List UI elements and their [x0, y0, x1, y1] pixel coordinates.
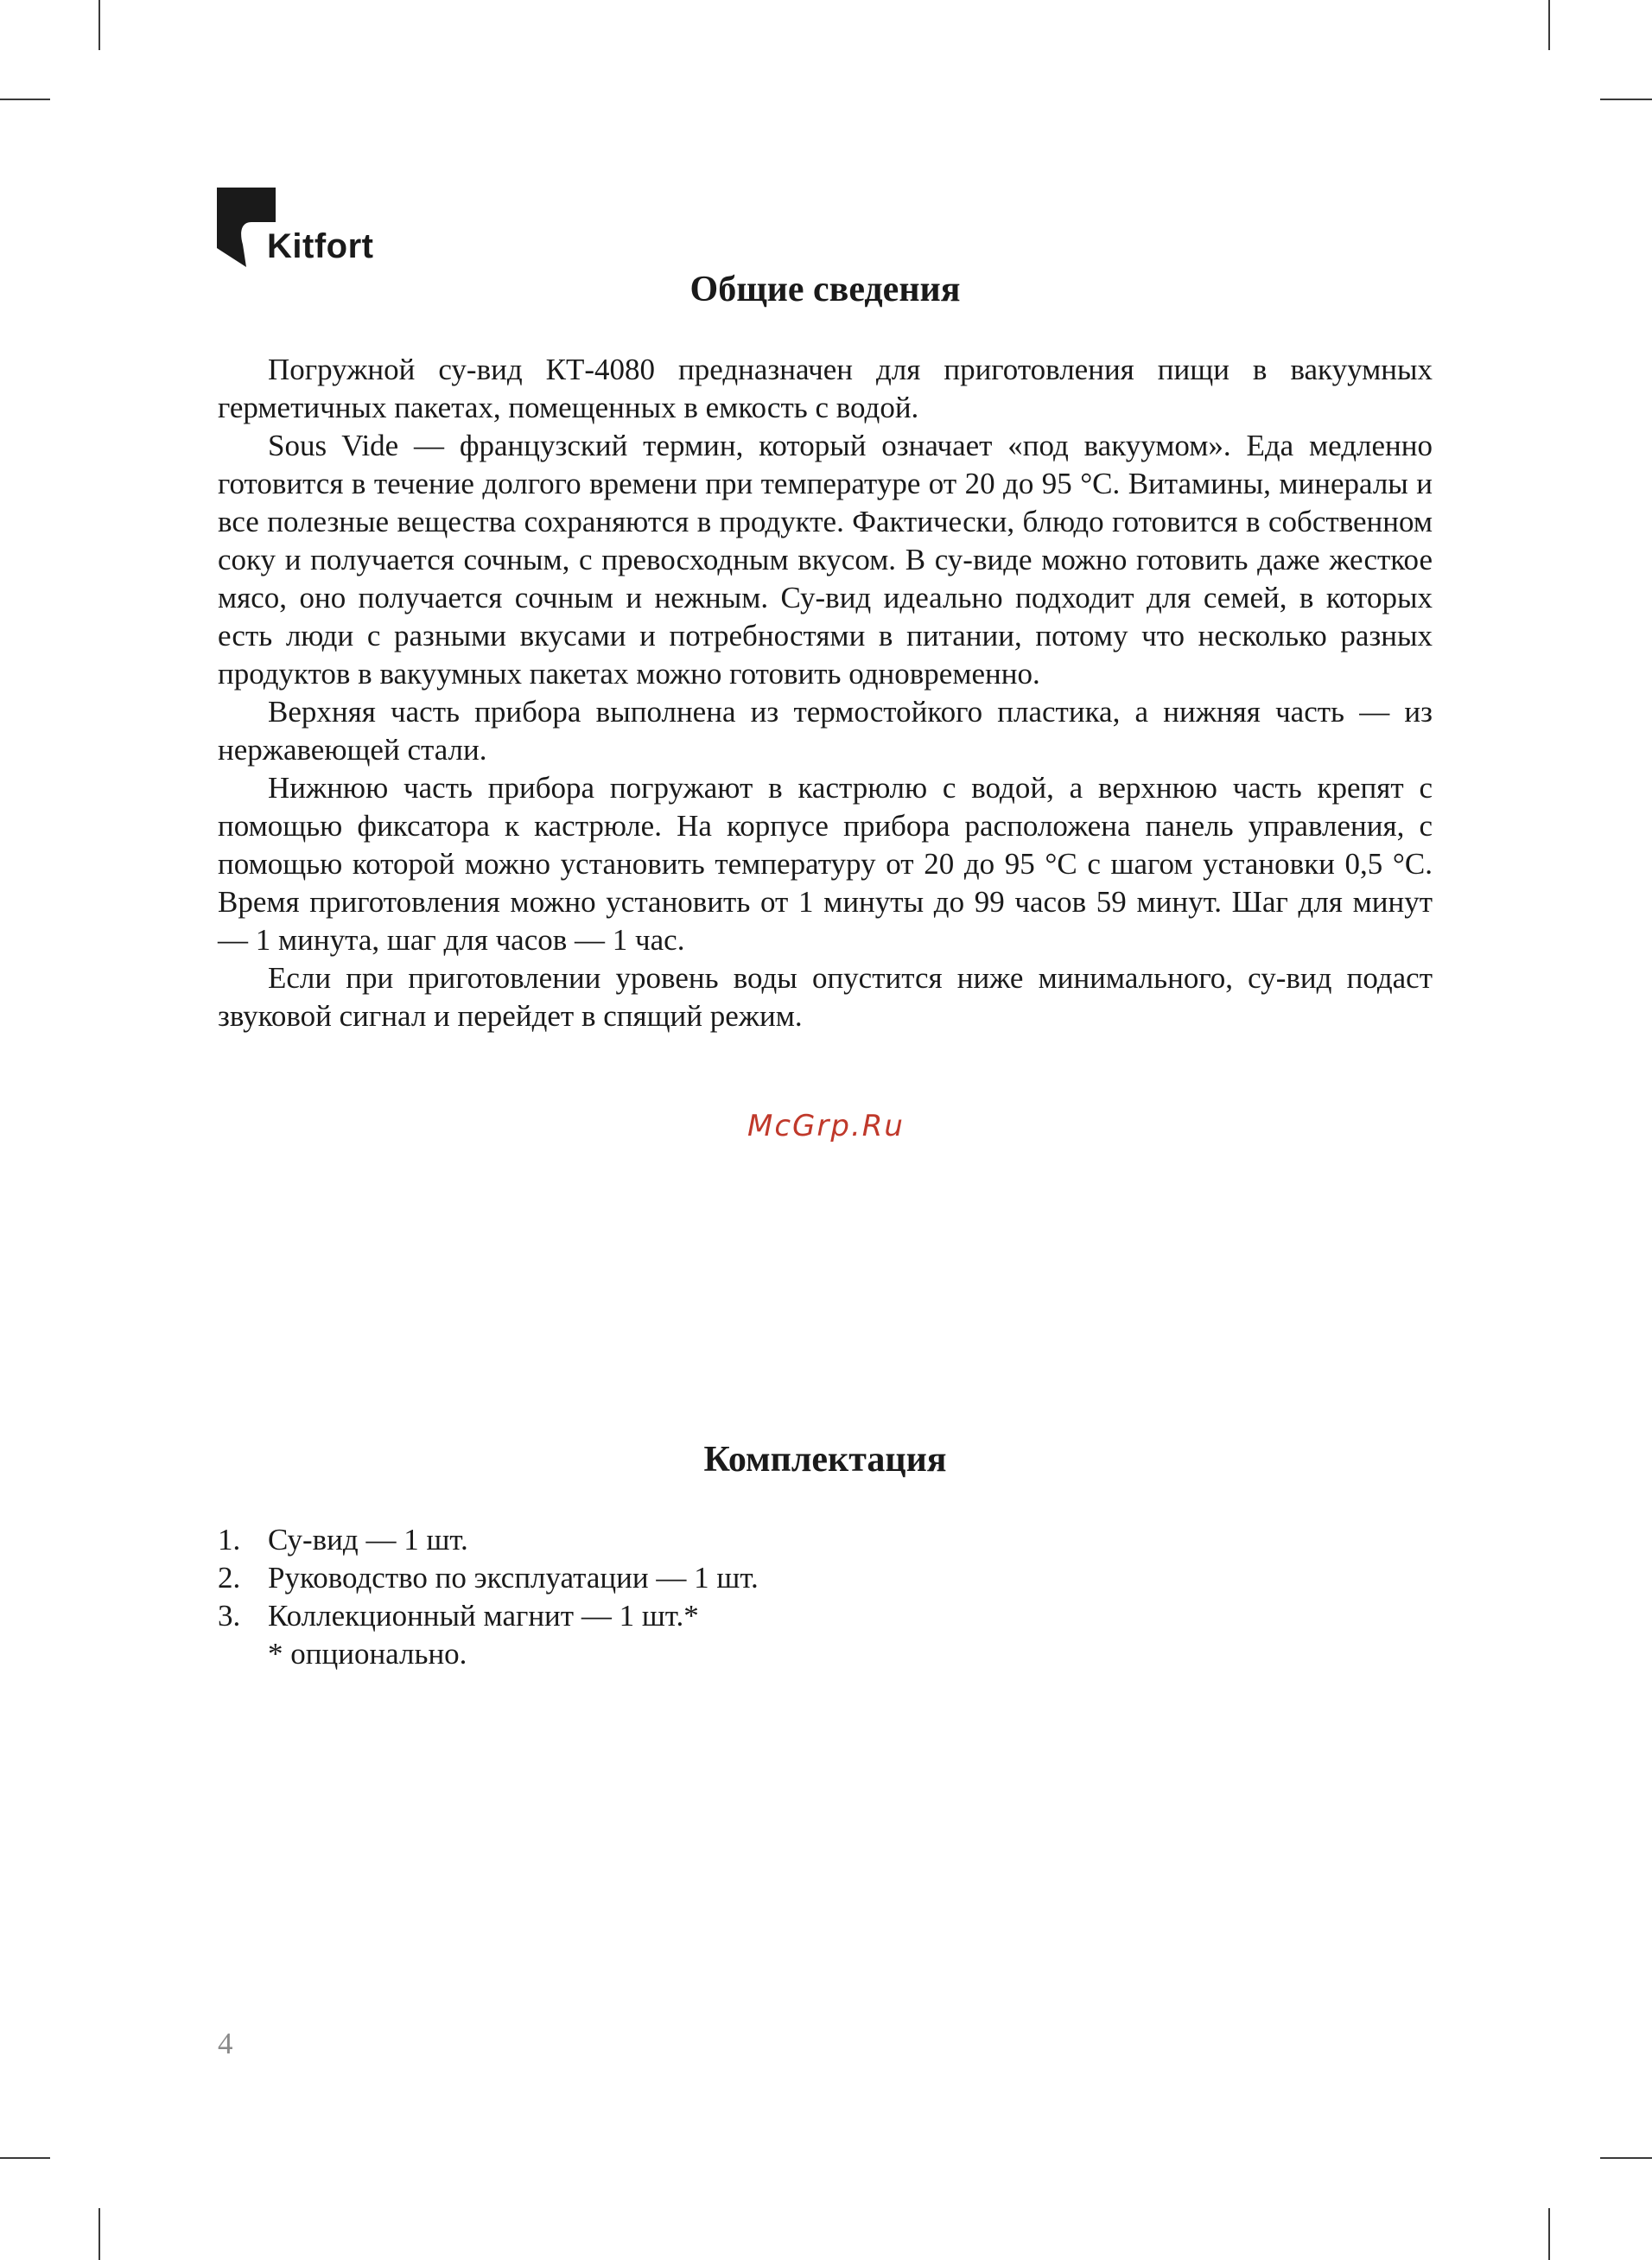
paragraph: Погружной су-вид КТ-4080 предназначен для приготовления пищи в вакуумных герметичных пакетах, помещенных в емкость с водой.	[218, 353, 1433, 424]
list-item-number: 2.	[218, 1561, 241, 1595]
section-general-body	[218, 351, 1433, 1035]
section-kit	[218, 1438, 1433, 1481]
crop-mark	[0, 2157, 50, 2159]
list-item-number: 3.	[218, 1599, 241, 1633]
list-item	[218, 1559, 1433, 1597]
list-item	[218, 1521, 1433, 1559]
footnote: * опционально.	[268, 1637, 467, 1671]
section-general	[218, 268, 1433, 311]
page-number: 4	[218, 2027, 233, 2060]
crop-mark	[1600, 2157, 1652, 2159]
paragraph: Верхняя часть прибора выполнена из термостойкого пластика, а нижняя часть — из нержавеющей стали.	[218, 695, 1433, 767]
section-title: Общие сведения	[689, 270, 961, 309]
crop-mark	[98, 2208, 100, 2260]
watermark: McGrp.Ru	[747, 1109, 905, 1143]
brand-name: Kitfort	[267, 227, 374, 265]
list-item-text: Коллекционный магнит — 1 шт.*	[268, 1599, 699, 1633]
paragraph: Если при приготовлении уровень воды опустится ниже минимального, су-вид подаст звуковой сигнал и перейдет в спящий режим.	[218, 961, 1433, 1033]
list-item-number: 1.	[218, 1523, 241, 1557]
section-title: Комплектация	[703, 1440, 947, 1480]
paragraph: Sous Vide — французский термин, который означает «под вакуумом». Еда медленно готовится в течение долгого времени при температуре от 20 до 95 °C. Витамины, минералы и все полезные вещества сохраняются в продукте. Фактически, блюдо готовится в собственном соку и получается сочным, с превосходным вкусом. В су-виде можно готовить даже жесткое мясо, оно получается сочным и нежным. Су-вид идеально подходит для семей, в которых есть люди с разными вкусами и потребностями в питании, потому что несколько разных продуктов в вакуумных пакетах можно готовить одновременно.	[218, 429, 1433, 691]
list-item-text: Руководство по эксплуатации — 1 шт.	[268, 1561, 759, 1595]
crop-mark	[1600, 99, 1652, 100]
brand-logo	[217, 188, 390, 274]
crop-mark	[0, 99, 50, 100]
list-item	[218, 1597, 1433, 1635]
crop-mark	[1548, 2208, 1550, 2260]
list-item-text: Су-вид — 1 шт.	[268, 1523, 468, 1557]
kit-list	[218, 1521, 1433, 1635]
crop-mark	[1548, 0, 1550, 50]
paragraph: Нижнюю часть прибора погружают в кастрюлю с водой, а верхнюю часть крепят с помощью фиксатора к кастрюле. На корпусе прибора расположена панель управления, с помощью которой можно установить температуру от 20 до 95 °C с шагом установки 0,5 °C. Время приготовления можно установить от 1 минуты до 99 часов 59 минут. Шаг для минут — 1 минута, шаг для часов — 1 час.	[218, 771, 1433, 957]
crop-mark	[98, 0, 100, 50]
